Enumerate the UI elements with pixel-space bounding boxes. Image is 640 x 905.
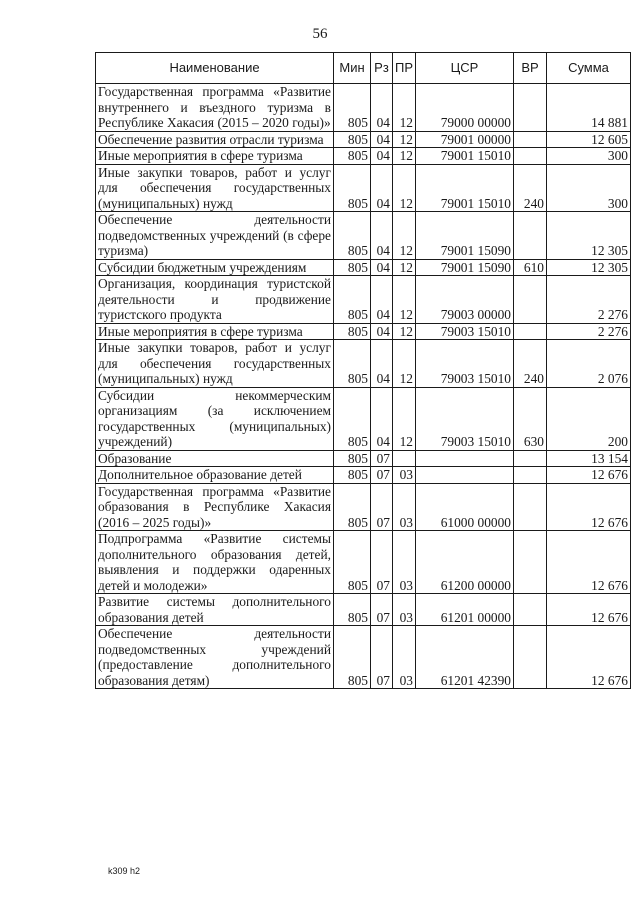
row-pr: 12: [393, 131, 416, 148]
table-row: [96, 148, 631, 165]
row-name: Обеспечение развития отрасли туризма: [96, 131, 334, 148]
budget-table: [95, 52, 631, 689]
row-sum: 12 676: [547, 626, 631, 689]
page-number: 56: [312, 26, 328, 42]
row-min: 805: [334, 259, 371, 276]
row-vr: 240: [514, 340, 547, 388]
row-csr: 79001 00000: [416, 131, 514, 148]
row-min: 805: [334, 450, 371, 467]
row-csr: [416, 450, 514, 467]
row-rz: 04: [371, 387, 393, 450]
row-sum: 2 276: [547, 276, 631, 324]
table-row: [96, 467, 631, 484]
header-rz: Рз: [371, 53, 393, 84]
row-csr: 79001 15090: [416, 212, 514, 260]
row-vr: [514, 450, 547, 467]
table-body: [96, 84, 631, 689]
row-vr: [514, 594, 547, 626]
table-row: [96, 450, 631, 467]
table-row: [96, 531, 631, 594]
row-min: 805: [334, 276, 371, 324]
row-vr: [514, 276, 547, 324]
row-sum: 14 881: [547, 84, 631, 132]
table-row: [96, 387, 631, 450]
row-vr: [514, 531, 547, 594]
row-sum: 12 305: [547, 212, 631, 260]
row-vr: [514, 84, 547, 132]
row-min: 805: [334, 387, 371, 450]
row-csr: 79001 15010: [416, 148, 514, 165]
row-pr: 12: [393, 148, 416, 165]
row-csr: 79003 15010: [416, 387, 514, 450]
row-name: Иные мероприятия в сфере туризма: [96, 148, 334, 165]
row-pr: 03: [393, 483, 416, 531]
row-rz: 07: [371, 531, 393, 594]
table-row: [96, 131, 631, 148]
row-rz: 07: [371, 483, 393, 531]
row-vr: [514, 212, 547, 260]
row-vr: [514, 131, 547, 148]
row-sum: 12 305: [547, 259, 631, 276]
table-row: [96, 340, 631, 388]
row-name: Обеспечение деятельности подведомственных учреждений (в сфере туризма): [96, 212, 334, 260]
row-vr: 630: [514, 387, 547, 450]
row-pr: 03: [393, 467, 416, 484]
row-rz: 04: [371, 340, 393, 388]
table-row: [96, 164, 631, 212]
table-row: [96, 626, 631, 689]
row-pr: 12: [393, 164, 416, 212]
table-row: [96, 84, 631, 132]
header-pr: ПР: [393, 53, 416, 84]
row-pr: 03: [393, 531, 416, 594]
row-name: Государственная программа «Развитие внутреннего и въездного туризма в Республике Хакасия (2015 – 2020 годы)»: [96, 84, 334, 132]
row-name: Субсидии бюджетным учреждениям: [96, 259, 334, 276]
row-min: 805: [334, 164, 371, 212]
row-rz: 04: [371, 164, 393, 212]
row-csr: 61200 00000: [416, 531, 514, 594]
row-name: Обеспечение деятельности подведомственных учреждений (предоставление дополнительного образования детям): [96, 626, 334, 689]
row-sum: 12 676: [547, 531, 631, 594]
row-pr: 12: [393, 259, 416, 276]
row-name: Иные закупки товаров, работ и услуг для обеспечения государственных (муниципальных) нужд: [96, 164, 334, 212]
row-csr: [416, 467, 514, 484]
row-name: Развитие системы дополнительного образования детей: [96, 594, 334, 626]
row-csr: 61201 42390: [416, 626, 514, 689]
header-min: Мин: [334, 53, 371, 84]
row-vr: 240: [514, 164, 547, 212]
row-name: Образование: [96, 450, 334, 467]
row-rz: 04: [371, 276, 393, 324]
row-sum: 300: [547, 164, 631, 212]
header-csr: ЦСР: [416, 53, 514, 84]
row-min: 805: [334, 84, 371, 132]
row-sum: 12 676: [547, 594, 631, 626]
row-pr: 12: [393, 340, 416, 388]
row-min: 805: [334, 323, 371, 340]
row-pr: 12: [393, 323, 416, 340]
row-name: Субсидии некоммерческим организациям (за исключением государственных (муниципальных) учреждений): [96, 387, 334, 450]
row-sum: 300: [547, 148, 631, 165]
row-pr: 12: [393, 84, 416, 132]
row-csr: 79003 15010: [416, 323, 514, 340]
row-pr: [393, 450, 416, 467]
row-rz: 04: [371, 259, 393, 276]
row-sum: 2 076: [547, 340, 631, 388]
row-sum: 12 676: [547, 467, 631, 484]
row-vr: [514, 323, 547, 340]
row-pr: 12: [393, 276, 416, 324]
header-sum: Сумма: [547, 53, 631, 84]
row-csr: 79000 00000: [416, 84, 514, 132]
row-min: 805: [334, 531, 371, 594]
row-rz: 07: [371, 450, 393, 467]
row-rz: 04: [371, 323, 393, 340]
row-min: 805: [334, 467, 371, 484]
row-pr: 12: [393, 387, 416, 450]
row-vr: [514, 483, 547, 531]
row-sum: 2 276: [547, 323, 631, 340]
row-csr: 61000 00000: [416, 483, 514, 531]
row-rz: 04: [371, 131, 393, 148]
row-min: 805: [334, 340, 371, 388]
row-rz: 04: [371, 148, 393, 165]
table-header-row: [96, 53, 631, 84]
table-row: [96, 594, 631, 626]
row-pr: 12: [393, 212, 416, 260]
footer-code: k309 h2: [108, 866, 141, 876]
row-rz: 04: [371, 212, 393, 260]
row-min: 805: [334, 626, 371, 689]
row-csr: 79003 00000: [416, 276, 514, 324]
header-vr: ВР: [514, 53, 547, 84]
row-name: Иные закупки товаров, работ и услуг для обеспечения государственных (муниципальных) нужд: [96, 340, 334, 388]
row-csr: 61201 00000: [416, 594, 514, 626]
row-vr: [514, 148, 547, 165]
row-min: 805: [334, 131, 371, 148]
row-sum: 12 605: [547, 131, 631, 148]
row-min: 805: [334, 483, 371, 531]
row-csr: 79003 15010: [416, 340, 514, 388]
table-row: [96, 212, 631, 260]
row-sum: 200: [547, 387, 631, 450]
row-rz: 07: [371, 467, 393, 484]
row-name: Дополнительное образование детей: [96, 467, 334, 484]
row-min: 805: [334, 148, 371, 165]
row-name: Подпрограмма «Развитие системы дополнительного образования детей, выявления и поддержки одаренных детей и молодежи»: [96, 531, 334, 594]
row-sum: 13 154: [547, 450, 631, 467]
row-rz: 07: [371, 626, 393, 689]
row-name: Государственная программа «Развитие образования в Республике Хакасия (2016 – 2025 годы)»: [96, 483, 334, 531]
row-min: 805: [334, 594, 371, 626]
row-pr: 03: [393, 594, 416, 626]
row-name: Организация, координация туристской деятельности и продвижение туристского продукта: [96, 276, 334, 324]
table-row: [96, 276, 631, 324]
header-name: Наименование: [96, 53, 334, 84]
row-vr: [514, 467, 547, 484]
row-rz: 07: [371, 594, 393, 626]
row-csr: 79001 15090: [416, 259, 514, 276]
row-rz: 04: [371, 84, 393, 132]
row-sum: 12 676: [547, 483, 631, 531]
row-csr: 79001 15010: [416, 164, 514, 212]
table-row: [96, 323, 631, 340]
row-name: Иные мероприятия в сфере туризма: [96, 323, 334, 340]
row-pr: 03: [393, 626, 416, 689]
table-row: [96, 483, 631, 531]
row-min: 805: [334, 212, 371, 260]
row-vr: [514, 626, 547, 689]
row-vr: 610: [514, 259, 547, 276]
table-row: [96, 259, 631, 276]
